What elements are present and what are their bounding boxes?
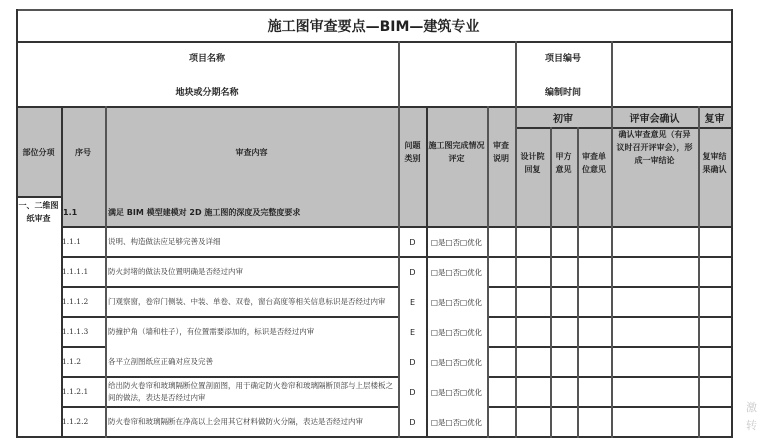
- header-initial-review: 初审: [553, 114, 573, 125]
- grid-line: [61, 226, 732, 228]
- row-seq: 1.1.2.1: [62, 387, 89, 396]
- grid-line: [515, 106, 517, 438]
- watermark-char-2: 转: [746, 419, 757, 432]
- header-section: 部位分项: [22, 147, 55, 157]
- row-seq: 1.1.2.2: [62, 417, 89, 426]
- grid-line: [487, 346, 732, 348]
- row-completion-checkboxes[interactable]: □是□否□优化: [430, 417, 483, 427]
- row-completion-checkboxes[interactable]: □是□否□优化: [430, 327, 483, 337]
- row-issue-type: E: [409, 297, 416, 307]
- header-completion: 施工图完成情况评定: [428, 141, 485, 163]
- grid-line: [550, 127, 552, 438]
- header-seq: 序号: [75, 147, 91, 157]
- grid-line: [16, 196, 61, 198]
- grid-line: [731, 9, 733, 438]
- grid-line: [16, 436, 732, 438]
- document-title: 施工图审查要点—BIM—建筑专业: [267, 19, 480, 35]
- project-number-label: 项目编号: [544, 53, 581, 64]
- grid-line: [61, 256, 732, 258]
- header-content: 审查内容: [235, 147, 268, 157]
- row-seq: 1.1.1.2: [62, 297, 89, 306]
- header-re-review-detail: 复审结果确认: [702, 151, 727, 174]
- row-content: 防撞护角（墙和柱子），有位置需要添加的，标识是否经过内审: [108, 327, 315, 336]
- row-issue-type: E: [409, 327, 416, 337]
- project-phase-label: 地块或分期名称: [175, 87, 239, 98]
- grid-line: [16, 9, 18, 438]
- group-seq: 1.1: [63, 207, 78, 217]
- grid-line: [61, 286, 398, 288]
- header-reviewer-opinion: 审查单位意见: [582, 151, 606, 174]
- project-number-value[interactable]: [611, 42, 731, 107]
- grid-line: [398, 106, 400, 438]
- row-seq: 1.1.1: [62, 237, 82, 246]
- row-issue-type: D: [409, 267, 416, 277]
- grid-line: [16, 9, 732, 11]
- grid-line: [515, 41, 517, 107]
- row-content: 防火卷帘和玻璃隔断在净高以上会用其它材料做防火分隔，表达是否经过内审: [108, 417, 363, 426]
- grid-line: [16, 41, 732, 43]
- grid-line: [698, 106, 700, 438]
- header-committee-detail: 确认审查意见（有异议时召开评审会），形成一审结论: [616, 130, 693, 165]
- grid-line: [611, 41, 613, 107]
- row-content: 防火封堵的做法及位置明确是否经过内审: [108, 267, 243, 276]
- project-date-label: 编制时间: [544, 87, 581, 98]
- row-issue-type: D: [409, 237, 416, 247]
- row-content: 给出防火卷帘和玻璃隔断位置剖面图，用于确定防火卷帘和玻璃隔断顶部与上层楼板之间的做法，表达是否经过内审: [108, 381, 393, 402]
- watermark-char-1: 激: [746, 401, 757, 414]
- grid-line: [61, 346, 105, 348]
- grid-line: [398, 41, 400, 107]
- group-content: 满足 BIM 模型建模对 2D 施工图的深度及完整度要求: [108, 207, 301, 217]
- header-design-reply: 设计院回复: [520, 151, 545, 174]
- row-completion-checkboxes[interactable]: □是□否□优化: [430, 297, 483, 307]
- grid-line: [487, 286, 732, 288]
- row-completion-checkboxes[interactable]: □是□否□优化: [430, 357, 483, 367]
- grid-line: [577, 127, 579, 438]
- row-issue-type: D: [409, 417, 416, 427]
- row-content: 各平立剖图纸应正确对应及完善: [108, 357, 213, 366]
- grid-line: [426, 106, 428, 438]
- header-committee: 评审会确认: [629, 114, 680, 125]
- grid-line: [487, 406, 732, 408]
- row-content: 门观察窗，卷帘门侧装、中装、单卷、双卷，窗台高度等相关信息标识是否经过内审: [108, 297, 386, 306]
- grid-line: [16, 106, 732, 108]
- row-completion-checkboxes[interactable]: □是□否□优化: [430, 387, 483, 397]
- grid-line: [487, 316, 732, 318]
- header-owner-opinion: 甲方意见: [555, 151, 572, 174]
- row-content: 说明、构造做法应足够完善及详细: [108, 237, 221, 246]
- header-review-note: 审查说明: [493, 141, 509, 163]
- row-completion-checkboxes[interactable]: □是□否□优化: [430, 267, 483, 277]
- grid-line: [487, 106, 489, 438]
- header-issue-type: 问题类别: [404, 141, 421, 163]
- grid-line: [611, 106, 613, 438]
- row-completion-checkboxes[interactable]: □是□否□优化: [430, 237, 483, 247]
- grid-line: [61, 106, 63, 438]
- project-name-value[interactable]: [398, 42, 515, 107]
- project-name-label: 项目名称: [188, 53, 225, 64]
- grid-line: [61, 316, 398, 318]
- header-re-review: 复审: [704, 114, 725, 125]
- grid-line: [487, 376, 732, 378]
- grid-line: [61, 406, 398, 408]
- row-seq: 1.1.1.1: [62, 267, 89, 276]
- grid-line: [105, 106, 107, 438]
- row-issue-type: D: [409, 387, 416, 397]
- row-seq: 1.1.1.3: [62, 327, 89, 336]
- row-issue-type: D: [409, 357, 416, 367]
- grid-line: [61, 376, 398, 378]
- row-seq: 1.1.2: [62, 357, 82, 366]
- section-label: 一、二维图纸审查: [18, 201, 59, 223]
